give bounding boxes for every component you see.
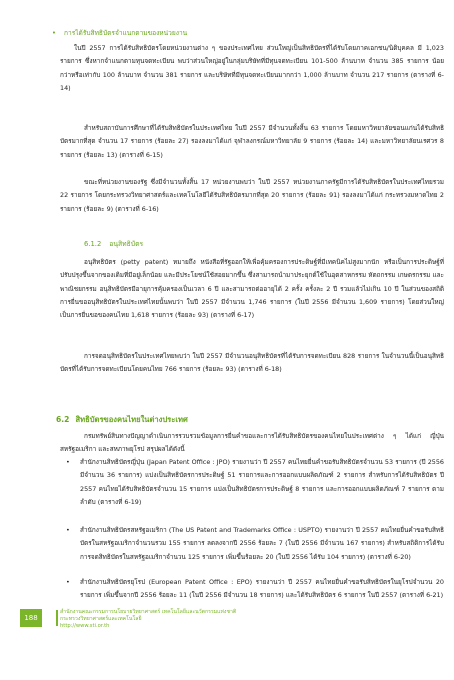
footer-text xyxy=(60,609,390,629)
bullet-marker: • xyxy=(66,458,70,466)
paragraph-foreign-intro: กรมทรัพย์สินทางปัญญาดำเนินการรวบรวมข้อมูลการยื่นคำขอและการได้รับสิทธิบัตรของคนไทยในประเทศต่าง ๆ ได้แก่ ญี่ปุ่น สหรัฐอเมริกา และสหภาพยุโรป สรุปผลได้ดังนี้ xyxy=(60,432,444,454)
footer-line-agency: สำนักงานคณะกรรมการนโยบายวิทยาศาสตร์ เทคโนโลยีและนวัตกรรมแห่งชาติ xyxy=(60,609,237,615)
paragraph-enterprise-patents: ในปี 2557 การได้รับสิทธิบัตรโดยหน่วยงานต่าง ๆ ของประเทศไทย ส่วนใหญ่เป็นสิทธิบัตรที่ได้รับโดยภาคเอกชน/นิติบุคคล มี 1,023 รายการ ซึ่งหากจำแนกตามทุนจดทะเบียน พบว่าส่วนใหญ่อยู่ในกลุ่มบริษัทที่มีทุนจดทะเบียน 101-500 ล้านบาท จำนวน 385 รายการ น้อยกว่าหรือเท่ากับ 100 ล้านบาท จำนวน 381 รายการ และบริษัทที่มีทุนจดทะเบียนมากกว่า 1,000 ล้านบาท จำนวน 217 รายการ (ตารางที่ 6-14) xyxy=(60,44,444,92)
bullet-item-uspto xyxy=(66,524,444,564)
bullet-item-epo xyxy=(66,576,444,603)
bullet-item-jpo xyxy=(66,456,444,509)
bullet-text: สำนักงานสิทธิบัตรสหรัฐอเมริกา (The US Patent and Trademarks Office : USPTO) รายงานว่า ปี 2557 คนไทยยื่นคำขอรับสิทธิบัตรในสหรัฐอเมริกาจำนวนรวม 155 รายการ ลดลงจากปี 2556 ร้อยละ 7 (ในปี 2556 มีจำนวน 167 รายการ) สำหรับสถิติการได้รับการจดสิทธิบัตรในสหรัฐอเมริกาจำนวน 125 รายการ เพิ่มขึ้นร้อยละ 20 (ในปี 2556 ได้รับ 104 รายการ) (ตารางที่ 6-20) xyxy=(80,526,444,561)
paragraph-petty-patent-definition: อนุสิทธิบัตร (petty patent) หมายถึง หนังสือที่รัฐออกให้เพื่อคุ้มครองการประดิษฐ์ที่มีเทคนิคไม่สูงมากนัก หรือเป็นการประดิษฐ์ที่ปรับปรุงขึ้นจากของเดิมที่มีอยู่เล็กน้อย และมีประโยชน์ใช้สอยมากขึ้น ซึ่งสามารถนำมาประยุกต์ใช้ในอุตสาหกรรม หัตถกรรม เกษตรกรรม และพาณิชยกรรม อนุสิทธิบัตรมีอายุการคุ้มครองเป็นเวลา 6 ปี และสามารถต่ออายุได้ 2 ครั้ง ครั้งละ 2 ปี รวมแล้วไม่เกิน 10 ปี ในส่วนของสถิติการยื่นขออนุสิทธิบัตรในประเทศไทยนั้นพบว่า ในปี 2557 มีจำนวน 1,746 รายการ (ในปี 2556 มีจำนวน 1,609 รายการ) โดยส่วนใหญ่เป็นการยื่นขอของคนไทย 1,618 รายการ (ร้อยละ 93) (ตารางที่ 6-17) xyxy=(60,258,444,320)
paragraph-petty-patent-registration: การจดอนุสิทธิบัตรในประเทศไทยพบว่า ในปี 2557 มีจำนวนอนุสิทธิบัตรที่ได้รับการจดทะเบียน 828 รายการ ในจำนวนนี้เป็นอนุสิทธิบัตรที่ได้รับการจดทะเบียนโดยคนไทย 766 รายการ (ร้อยละ 93) (ตารางที่ 6-18) xyxy=(60,352,444,374)
footer-line-ministry: กระทรวงวิทยาศาสตร์และเทคโนโลยี xyxy=(60,615,142,622)
bullet-text: สำนักงานสิทธิบัตรยุโรป (European Patent Office : EPO) รายงานว่า ปี 2557 คนไทยยื่นคำขอรับสิทธิบัตรในยุโรปจำนวน 20 รายการ เพิ่มขึ้นจากปี 2556 ร้อยละ 11 (ในปี 2556 มีจำนวน 18 รายการ) และได้รับสิทธิบัตร 6 รายการ ในปี 2557 (ตารางที่ 6-21) xyxy=(80,578,444,600)
section-number: 6.2 xyxy=(56,415,70,424)
page-number: 188 xyxy=(20,609,42,627)
subheading-number: 6.1.2 xyxy=(84,240,102,248)
bullet-marker: • xyxy=(66,526,70,534)
paragraph-government-patents: ขณะที่หน่วยงานของรัฐ ซึ่งมีจำนวนทั้งสิ้น 17 หน่วยงานพบว่า ในปี 2557 หน่วยงานภาครัฐมีการได้รับสิทธิบัตรในประเทศไทยรวม 22 รายการ โดยกระทรวงวิทยาศาสตร์และเทคโนโลยีได้รับสิทธิบัตรมากที่สุด 20 รายการ (ร้อยละ 91) รองลงมาได้แก่ กระทรวงมหาดไทย 2 รายการ (ร้อยละ 9) (ตารางที่ 6-16) xyxy=(60,178,444,213)
bullet-marker: • xyxy=(66,578,70,586)
section-heading-text: สิทธิบัตรของคนไทยในต่างประเทศ xyxy=(75,415,188,424)
heading-bullet-text: การได้รับสิทธิบัตรจำแนกตามของหน่วยงาน xyxy=(64,29,188,37)
footer-divider xyxy=(56,610,58,626)
bullet-text: สำนักงานสิทธิบัตรญี่ปุ่น (Japan Patent Office : JPO) รายงานว่า ปี 2557 คนไทยยื่นคำขอรับสิทธิบัตรจำนวน 53 รายการ (ปี 2556 มีจำนวน 36 รายการ) แบ่งเป็นสิทธิบัตรการประดิษฐ์ 51 รายการและการออกแบบผลิตภัณฑ์ 2 รายการ สำหรับการได้รับสิทธิบัตร ปี 2557 คนไทยได้รับสิทธิบัตรจำนวน 15 รายการ แบ่งเป็นสิทธิบัตรการประดิษฐ์ 8 รายการ และการออกแบบผลิตภัณฑ์ 7 รายการ ตามลำดับ (ตารางที่ 6-19) xyxy=(80,458,444,506)
section-heading-foreign-patents xyxy=(56,414,188,426)
subheading-text: อนุสิทธิบัตร xyxy=(109,240,144,248)
subheading-petty-patent xyxy=(84,238,143,249)
footer-link-website[interactable]: http://www.sti.or.th xyxy=(60,622,110,629)
bullet-marker: • xyxy=(52,29,56,37)
heading-bullet xyxy=(52,28,187,38)
paragraph-university-patents: สำหรับสถาบันการศึกษาที่ได้รับสิทธิบัตรในประเทศไทย ในปี 2557 มีจำนวนทั้งสิ้น 63 รายการ โดยมหาวิทยาลัยขอนแก่นได้รับสิทธิบัตรมากที่สุด จำนวน 17 รายการ (ร้อยละ 27) รองลงมาได้แก่ จุฬาลงกรณ์มหาวิทยาลัย 9 รายการ (ร้อยละ 14) และมหาวิทยาลัยนเรศวร 8 รายการ (ร้อยละ 13) (ตารางที่ 6-15) xyxy=(60,124,444,159)
